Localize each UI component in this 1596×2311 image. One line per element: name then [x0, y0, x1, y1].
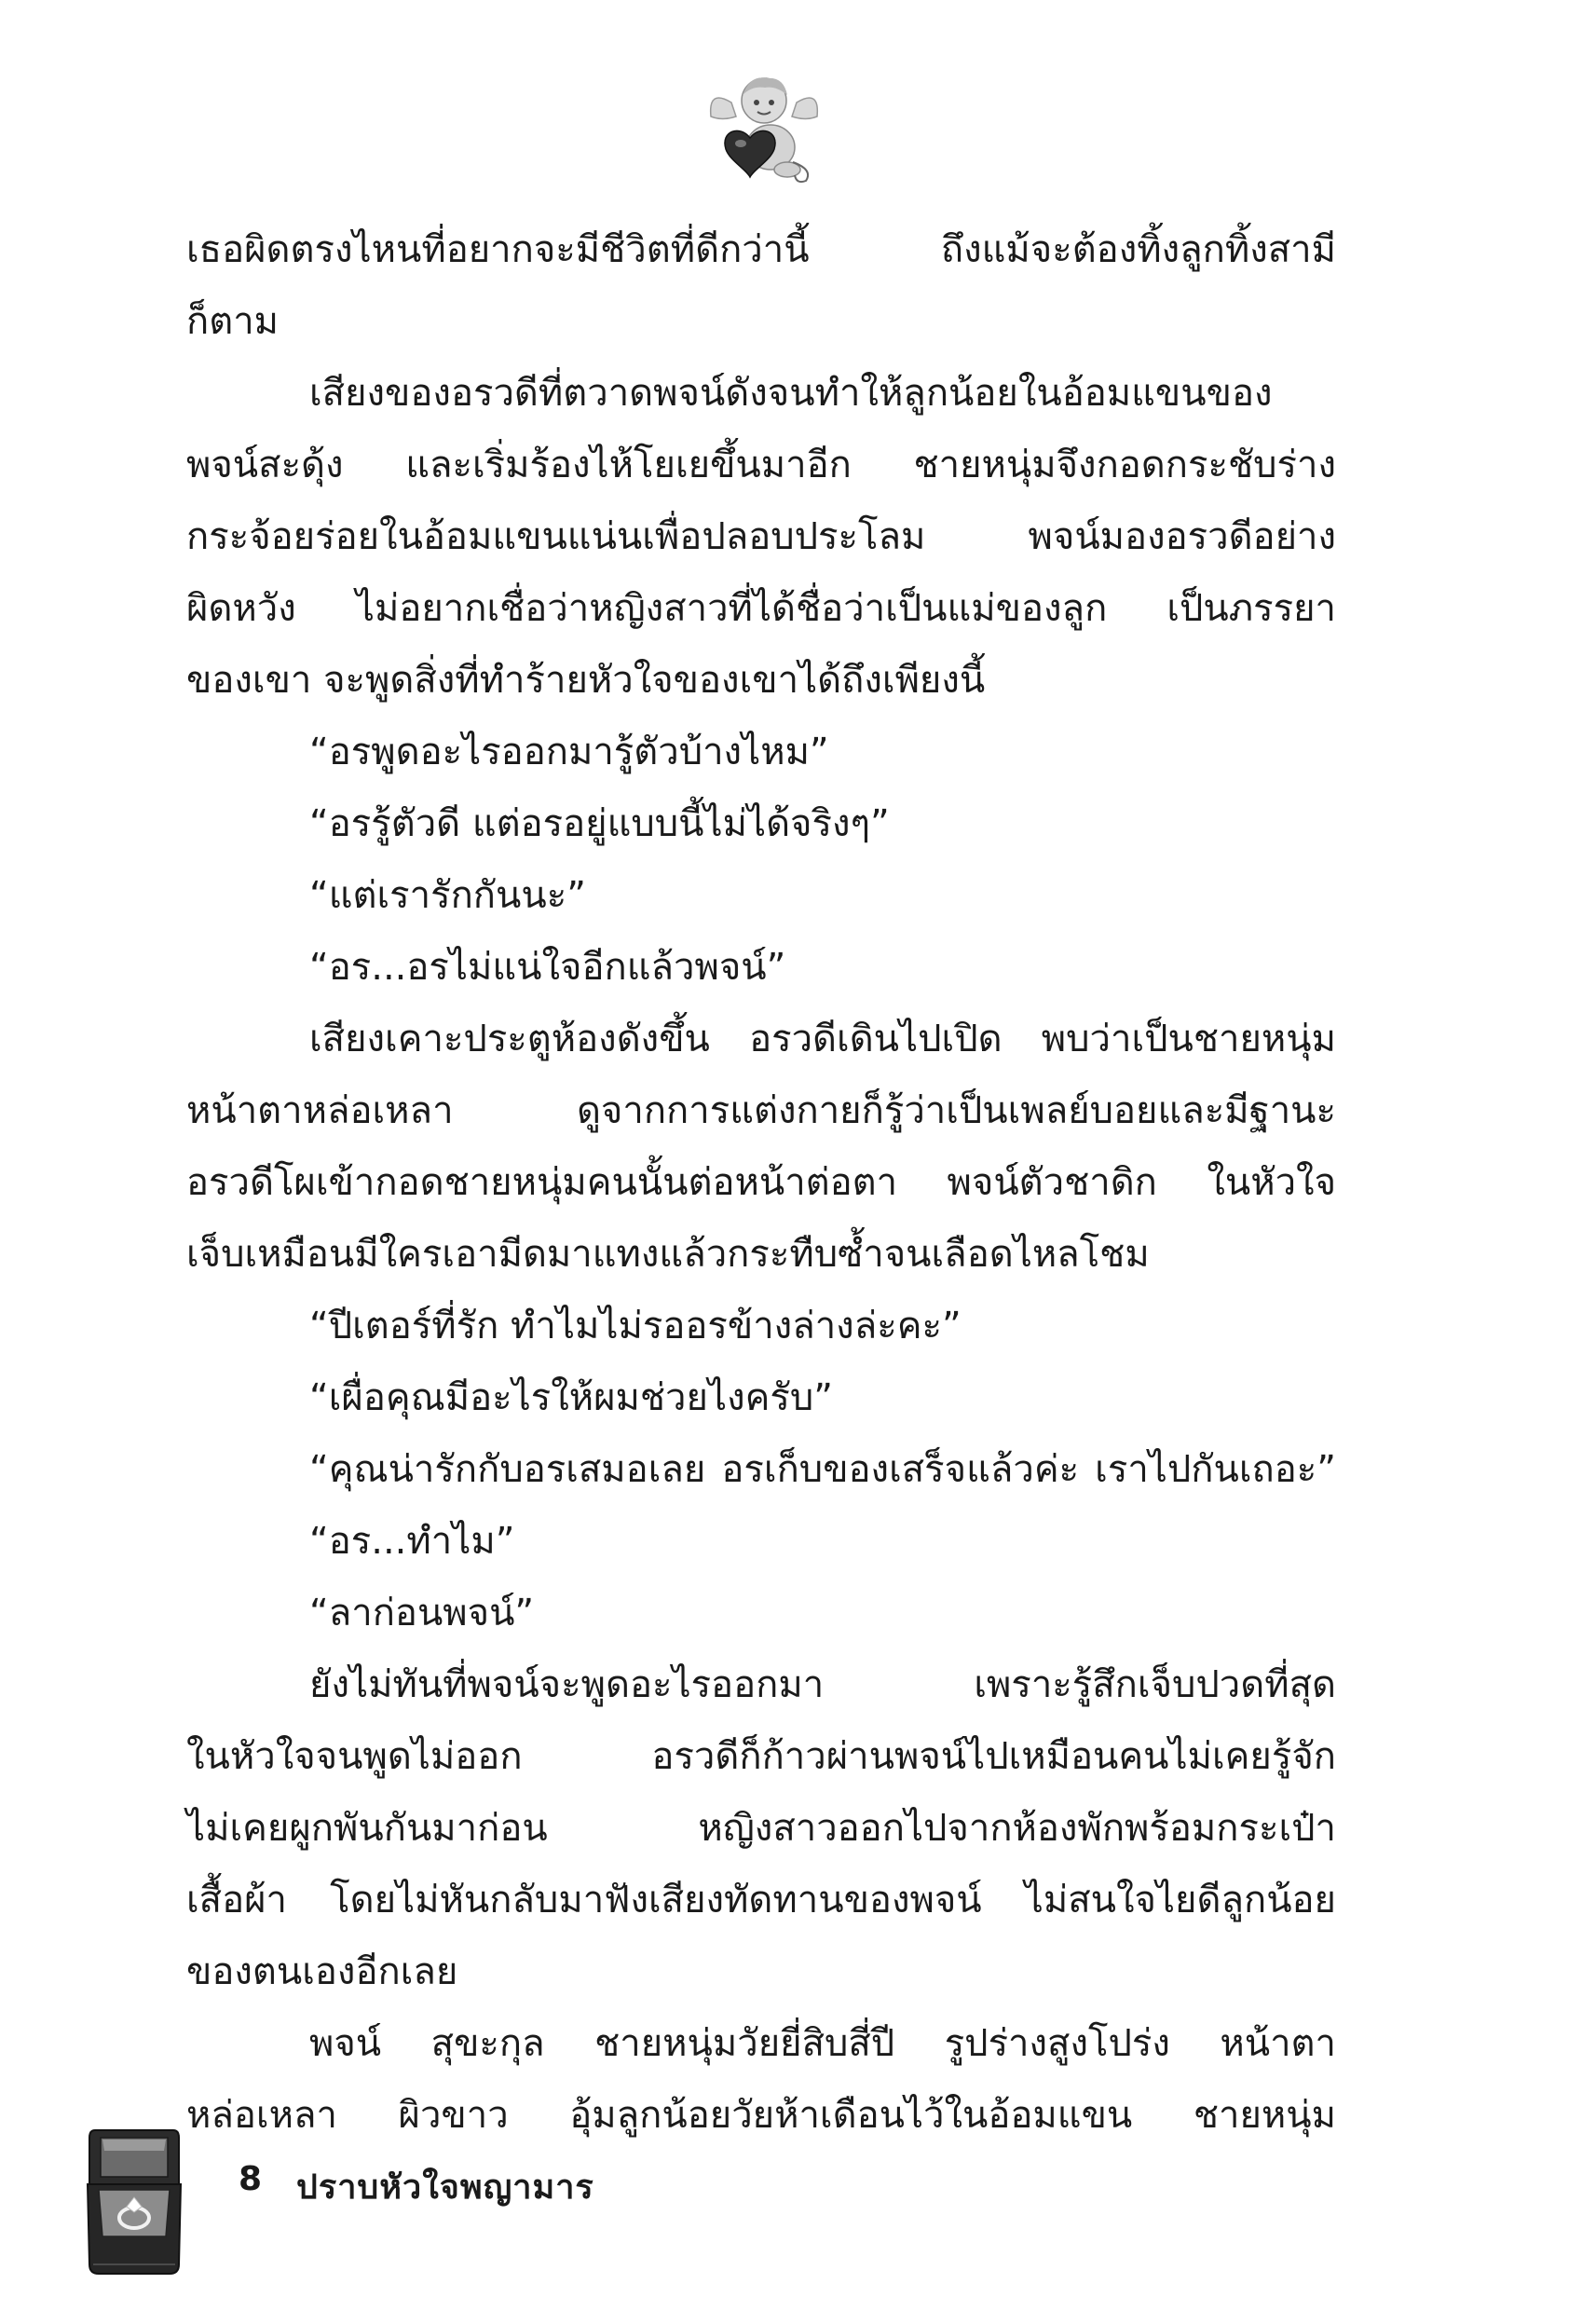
text-line: ก็ตาม: [186, 300, 280, 343]
text-line: พจน์สะดุ้ง และเริ่มร้องไห้โยเยขึ้นมาอีก ชายหนุ่มจึงกอดกระชับร่าง: [186, 444, 1336, 486]
text-line: ไม่เคยผูกพันกันมาก่อน หญิงสาวออกไปจากห้องพักพร้อมกระเป๋า: [186, 1807, 1336, 1850]
text-line: ยังไม่ทันที่พจน์จะพูดอะไรออกมา เพราะรู้สึกเจ็บปวดที่สุด: [309, 1663, 1336, 1706]
cupid-with-heart-icon: [703, 65, 825, 186]
ring-box-icon: [86, 2125, 183, 2283]
page-footer: [0, 2125, 1596, 2311]
text-line: กระจ้อยร่อยในอ้อมแขนแน่นเพื่อปลอบประโลม พจน์มองอรวดีอย่าง: [186, 515, 1336, 558]
text-line: เสื้อผ้า โดยไม่หันกลับมาฟังเสียงทัดทานของพจน์ ไม่สนใจไยดีลูกน้อย: [186, 1879, 1336, 1921]
text-line: “เผื่อคุณมีอะไรให้ผมช่วยไงครับ”: [309, 1376, 833, 1419]
text-line: อรวดีโผเข้ากอดชายหนุ่มคนนั้นต่อหน้าต่อตา พจน์ตัวชาดิก ในหัวใจ: [186, 1161, 1336, 1204]
text-line: “แต่เรารักกันนะ”: [309, 874, 586, 917]
text-line: พจน์ สุขะกุล ชายหนุ่มวัยยี่สิบสี่ปี รูปร่างสูงโปร่ง หน้าตา: [309, 2022, 1336, 2065]
text-line: เจ็บเหมือนมีใครเอามีดมาแทงแล้วกระทืบซ้ำจนเลือดไหลโชม: [186, 1233, 1150, 1276]
text-line: “คุณน่ารักกับอรเสมอเลย อรเก็บของเสร็จแล้วค่ะ เราไปกันเถอะ”: [309, 1448, 1336, 1491]
page-number: 8: [239, 2160, 264, 2198]
text-line: “อรพูดอะไรออกมารู้ตัวบ้างไหม”: [309, 731, 829, 773]
text-line: ของตนเองอีกเลย: [186, 1950, 458, 1993]
text-line: เธอผิดตรงไหนที่อยากจะมีชีวิตที่ดีกว่านี้ ถึงแม้จะต้องทิ้งลูกทิ้งสามี: [186, 228, 1336, 271]
text-line: เสียงเคาะประตูห้องดังขึ้น อรวดีเดินไปเปิด พบว่าเป็นชายหนุ่ม: [309, 1018, 1336, 1060]
text-line: หล่อเหลา ผิวขาว อุ้มลูกน้อยวัยห้าเดือนไว้ในอ้อมแขน ชายหนุ่ม: [186, 2094, 1336, 2137]
text-line: ในหัวใจจนพูดไม่ออก อรวดีก็ก้าวผ่านพจน์ไปเหมือนคนไม่เคยรู้จัก: [186, 1735, 1336, 1778]
story-text: [186, 214, 1336, 2152]
text-line: “อรรู้ตัวดี แต่อรอยู่แบบนี้ไม่ได้จริงๆ”: [309, 802, 890, 845]
text-line: “ปีเตอร์ที่รัก ทำไมไม่รออรข้างล่างล่ะคะ”: [309, 1305, 962, 1347]
text-line: ของเขา จะพูดสิ่งที่ทำร้ายหัวใจของเขาได้ถึงเพียงนี้: [186, 659, 986, 702]
text-line: “อร...อรไม่แน่ใจอีกแล้วพจน์”: [309, 946, 786, 989]
book-title: ปราบหัวใจพญามาร: [296, 2168, 594, 2207]
text-line: หน้าตาหล่อเหลา ดูจากการแต่งกายก็รู้ว่าเป็นเพลย์บอยและมีฐานะ: [186, 1089, 1336, 1132]
text-line: ผิดหวัง ไม่อยากเชื่อว่าหญิงสาวที่ได้ชื่อว่าเป็นแม่ของลูก เป็นภรรยา: [186, 587, 1336, 630]
text-line: “ลาก่อนพจน์”: [309, 1592, 535, 1634]
text-line: “อร...ทำไม”: [309, 1520, 515, 1563]
text-line: เสียงของอรวดีที่ตวาดพจน์ดังจนทำให้ลูกน้อยในอ้อมแขนของ: [309, 372, 1273, 415]
